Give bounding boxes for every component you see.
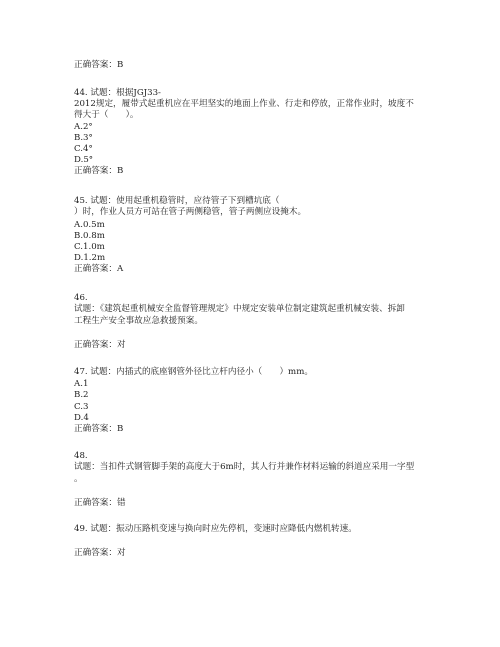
question-48-line2: 。: [74, 474, 83, 484]
question-48-line1: 试题：当扣件式钢管脚手架的高度大于6m时，其人行并兼作材料运输的斜道应采用一字型: [74, 462, 415, 472]
answer-q48: 正确答案：错: [74, 498, 126, 508]
option-47-b: B.2: [74, 390, 89, 400]
option-45-c: C.1.0m: [74, 242, 105, 252]
option-45-d: D.1.2m: [74, 253, 106, 263]
option-44-a: A.2°: [74, 122, 93, 132]
option-44-b: B.3°: [74, 133, 93, 143]
option-47-a: A.1: [74, 379, 89, 389]
answer-q43: 正确答案：B: [74, 60, 124, 70]
question-44-line3: 得大于（ ）。: [74, 110, 139, 120]
question-49-line1: 49. 试题：振动压路机变速与换向时应先停机，变速时应降低内燃机转速。: [74, 524, 357, 534]
question-44-line2: 2012规定，履带式起重机应在平坦坚实的地面上作业、行走和停放，正常作业时，坡度不: [74, 99, 414, 109]
question-46-number: 46.: [74, 293, 88, 303]
option-45-b: B.0.8m: [74, 231, 105, 241]
answer-q46: 正确答案：对: [74, 340, 126, 350]
option-45-a: A.0.5m: [74, 220, 105, 230]
answer-q47: 正确答案：B: [74, 424, 124, 434]
question-45-line2: ）时，作业人员方可站在管子两侧稳管，管子两侧应设掩木。: [74, 207, 307, 217]
question-48-number: 48.: [74, 451, 88, 461]
answer-q44: 正确答案：B: [74, 166, 124, 176]
option-47-d: D.4: [74, 413, 89, 423]
question-46-line2: 工程生产安全事故应急救援预案。: [74, 316, 203, 326]
option-47-c: C.3: [74, 402, 89, 412]
question-47-line1: 47. 试题：内插式的底座钢管外径比立杆内径小（ ）mm。: [74, 367, 313, 377]
option-44-c: C.4°: [74, 144, 93, 154]
question-45-line1: 45. 试题：使用起重机稳管时，应待管子下到槽坑底（: [74, 196, 280, 206]
question-44-line1: 44. 试题：根据JGJ33-: [74, 88, 161, 98]
option-44-d: D.5°: [74, 155, 94, 165]
question-46-line1: 试题：《建筑起重机械安全监督管理规定》中规定安装单位制定建筑起重机械安装、拆卸: [74, 304, 405, 314]
answer-q49: 正确答案：对: [74, 548, 126, 558]
answer-q45: 正确答案：A: [74, 264, 124, 274]
